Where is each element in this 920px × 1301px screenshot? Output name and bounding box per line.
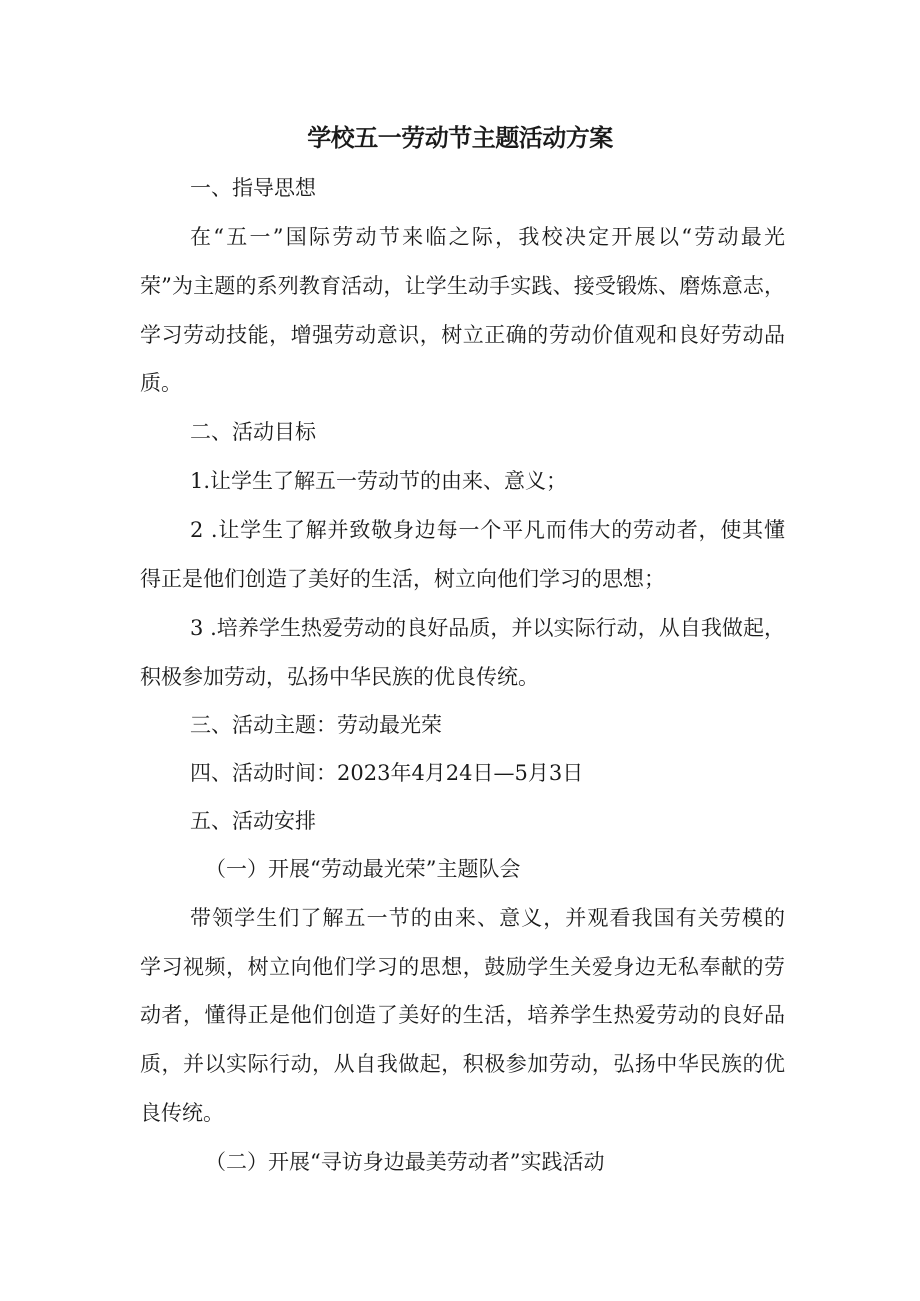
section-heading-goals: 二、活动目标 — [190, 420, 316, 444]
subsection-heading: （一）开展“劳动最光荣”主题队会 — [205, 857, 521, 881]
paragraph-line: 在“五一”国际劳动节来临之际，我校决定开展以“劳动最光 — [190, 225, 785, 249]
paragraph-line: 学习劳动技能，增强劳动意识，树立正确的劳动价值观和良好劳动品 — [140, 323, 785, 347]
paragraph-line: 荣”为主题的系列教育活动，让学生动手实践、接受锻炼、磨炼意志， — [140, 274, 785, 298]
paragraph-line: 带领学生们了解五一节的由来、意义，并观看我国有关劳模的 — [190, 906, 785, 930]
paragraph-line: 质，并以实际行动，从自我做起，积极参加劳动，弘扬中华民族的优 — [140, 1052, 785, 1076]
section-heading-guiding-idea: 一、指导思想 — [190, 176, 316, 200]
paragraph-line: 得正是他们创造了美好的生活，树立向他们学习的思想； — [140, 567, 665, 591]
section-heading-time: 四、活动时间：2023年4月24日—5月3日 — [190, 761, 584, 785]
list-item: 1.让学生了解五一劳动节的由来、意义； — [190, 469, 568, 493]
paragraph-line: 动者，懂得正是他们创造了美好的生活，培养学生热爱劳动的良好品 — [140, 1003, 785, 1027]
paragraph-line: 质。 — [140, 371, 182, 395]
paragraph-line: 良传统。 — [140, 1101, 224, 1125]
paragraph-line: 学习视频，树立向他们学习的思想，鼓励学生关爱身边无私奉献的劳 — [140, 955, 785, 979]
document-title: 学校五一劳动节主题活动方案 — [307, 124, 613, 152]
section-heading-theme: 三、活动主题：劳动最光荣 — [190, 713, 442, 737]
list-item: 3 .培养学生热爱劳动的良好品质，并以实际行动，从自我做起， — [190, 616, 785, 640]
section-heading-arrangement: 五、活动安排 — [190, 809, 316, 833]
paragraph-line: 积极参加劳动，弘扬中华民族的优良传统。 — [140, 665, 539, 689]
list-item: 2 .让学生了解并致敬身边每一个平凡而伟大的劳动者，使其懂 — [190, 518, 785, 542]
subsection-heading: （二）开展“寻访身边最美劳动者”实践活动 — [205, 1150, 605, 1174]
